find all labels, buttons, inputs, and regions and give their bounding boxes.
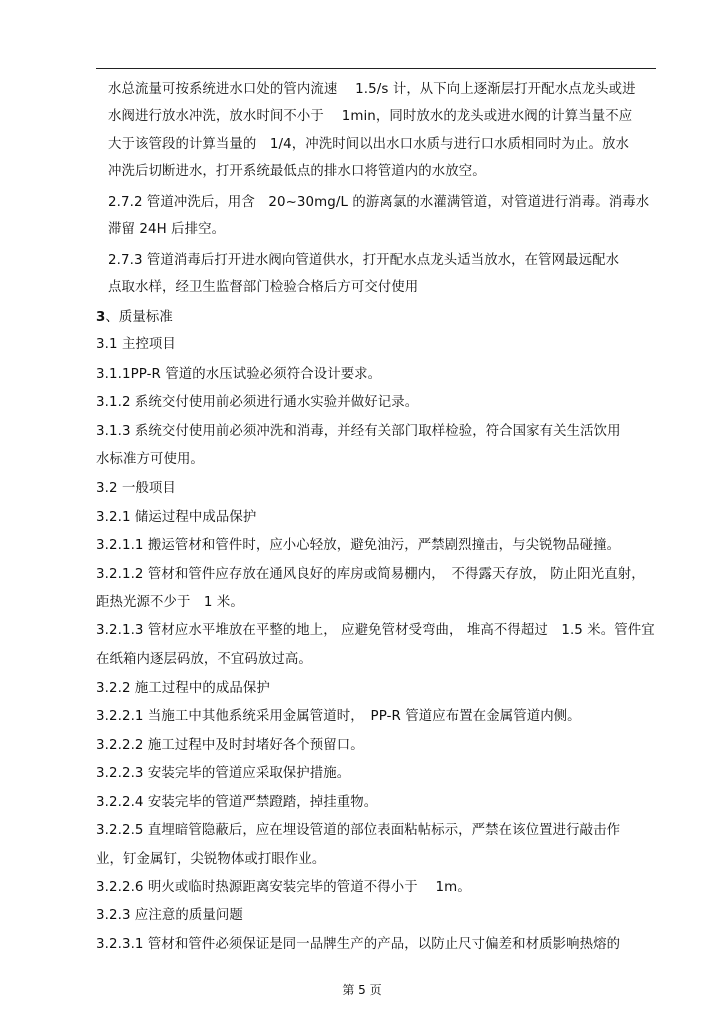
body-line: 2.7.2 管道冲洗后，用含 20~30mg/L 的游离氯的水灌满管道，对管道进行消毒。消毒水 xyxy=(108,195,650,210)
body-line: 滞留 24H 后排空。 xyxy=(108,222,226,237)
body-line: 点取水样，经卫生监督部门检验合格后方可交付使用 xyxy=(108,280,419,295)
body-line: 3.2.1.1 搬运管材和管件时，应小心轻放，避免油污，严禁剧烈撞击，与尖锐物品碰撞。 xyxy=(96,538,621,553)
body-line: 在纸箱内逐层码放，不宜码放过高。 xyxy=(96,652,312,667)
subsection-heading: 3.2.1 储运过程中成品保护 xyxy=(96,510,257,525)
body-line: 水阀进行放水冲洗，放水时间不小于 1min，同时放水的龙头或进水阀的计算当量不应 xyxy=(108,109,633,124)
body-line: 水总流量可按系统进水口处的管内流速 1.5/s 计，从下向上逐渐层打开配水点龙头或进 xyxy=(108,82,636,97)
body-line: 3.2.2.4 安装完毕的管道严禁蹬踏，掉挂重物。 xyxy=(96,795,378,810)
subsection-heading: 3.2 一般项目 xyxy=(96,481,176,496)
body-line: 3.2.2.5 直埋暗管隐蔽后，应在埋设管道的部位表面粘帖标示，严禁在该位置进行敲击作 xyxy=(96,823,621,838)
section-title: 、质量标准 xyxy=(105,310,173,325)
body-line: 2.7.3 管道消毒后打开进水阀向管道供水，打开配水点龙头适当放水，在管网最远配水 xyxy=(108,253,620,268)
body-line: 3.2.2.6 明火或临时热源距离安装完毕的管道不得小于 1m。 xyxy=(96,880,471,895)
body-line: 3.2.1.2 管材和管件应存放在通风良好的库房或简易棚内， 不得露天存放， 防止阳光直射， xyxy=(96,567,645,582)
header-rule xyxy=(96,68,656,69)
body-line: 3.1.3 系统交付使用前必须冲洗和消毒，并经有关部门取样检验，符合国家有关生活饮用 xyxy=(96,424,621,439)
body-line: 水标准方可使用。 xyxy=(96,452,204,467)
subsection-heading: 3.2.2 施工过程中的成品保护 xyxy=(96,681,270,696)
body-line: 冲洗后切断进水，打开系统最低点的排水口将管道内的水放空。 xyxy=(108,164,486,179)
section-number: 3 xyxy=(96,310,106,325)
body-line: 3.2.2.1 当施工中其他系统采用金属管道时， PP-R 管道应布置在金属管道内侧。 xyxy=(96,709,581,724)
body-line: 3.2.2.2 施工过程中及时封堵好各个预留口。 xyxy=(96,738,364,753)
body-line: 3.2.3.1 管材和管件必须保证是同一品牌生产的产品，以防止尺寸偏差和材质影响热熔的 xyxy=(96,937,621,952)
subsection-heading: 3.1 主控项目 xyxy=(96,337,176,352)
body-line: 距热光源不少于 1 米。 xyxy=(96,595,244,610)
body-line: 3.2.1.3 管材应水平堆放在平整的地上， 应避免管材受弯曲， 堆高不得超过 1.5 米。管件宜 xyxy=(96,623,655,638)
body-line: 大于该管段的计算当量的 1/4，冲洗时间以出水口水质与进行口水质相同时为止。放水 xyxy=(108,137,630,152)
subsection-heading: 3.2.3 应注意的质量问题 xyxy=(96,908,243,923)
body-line: 3.2.2.3 安装完毕的管道应采取保护措施。 xyxy=(96,766,351,781)
body-line: 业，钉金属钉，尖锐物体或打眼作业。 xyxy=(96,852,326,867)
page-number: 第 5 页 xyxy=(342,983,382,997)
body-line: 3.1.2 系统交付使用前必须进行通水实验并做好记录。 xyxy=(96,395,419,410)
section-heading xyxy=(96,309,173,327)
body-line: 3.1.1PP-R 管道的水压试验必须符合设计要求。 xyxy=(96,367,382,382)
